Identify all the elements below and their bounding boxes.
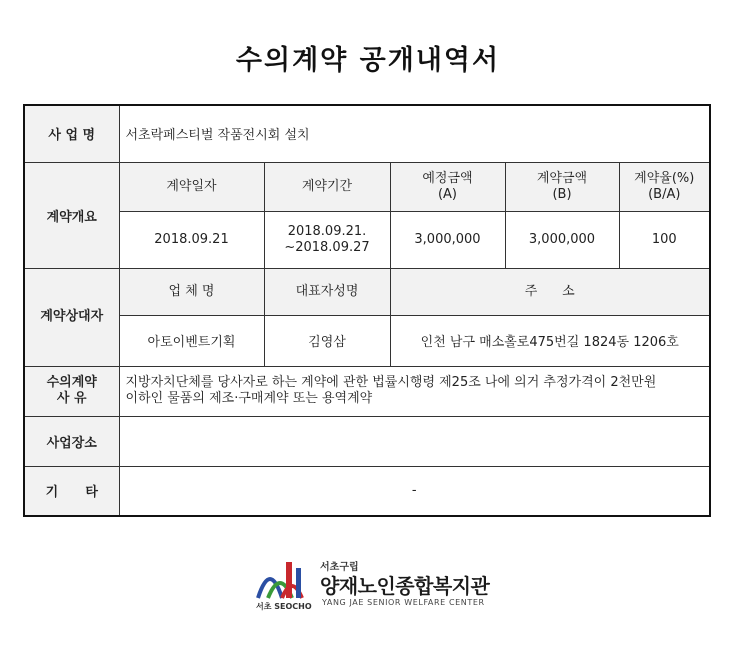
logo-name: 양재노인종합복지관 [320, 574, 490, 598]
header-address: 주 소 [390, 268, 710, 315]
logo-small-text: 서초구립 [320, 562, 359, 573]
organization-logo [252, 554, 492, 614]
value-estimated-amount: 3,000,000 [390, 211, 505, 268]
row-counterparty-header [24, 268, 710, 315]
row-location [24, 416, 710, 466]
row-contract-overview-values [24, 211, 710, 268]
row-reason [24, 366, 710, 416]
row-other [24, 466, 710, 516]
header-contract-amount: 계약금액 (B) [505, 162, 619, 211]
logo-english-name: YANG JAE SENIOR WELFARE CENTER [322, 598, 485, 607]
header-contract-period: 계약기간 [264, 162, 390, 211]
value-representative: 김영삼 [264, 315, 390, 366]
other-value: - [119, 466, 710, 516]
row-counterparty-values [24, 315, 710, 366]
contract-overview-label: 계약개요 [24, 162, 119, 268]
header-representative: 대표자성명 [264, 268, 390, 315]
reason-label: 수의계약 사 유 [24, 366, 119, 416]
header-contract-rate: 계약율(%) (B/A) [619, 162, 710, 211]
value-address: 인천 남구 매소홀로475번길 1824동 1206호 [390, 315, 710, 366]
location-label: 사업장소 [24, 416, 119, 466]
counterparty-label: 계약상대자 [24, 268, 119, 366]
business-name-label: 사 업 명 [24, 105, 119, 162]
header-company-name: 업 체 명 [119, 268, 264, 315]
row-business-name [24, 105, 710, 162]
header-estimated-amount: 예정금액 (A) [390, 162, 505, 211]
value-contract-amount: 3,000,000 [505, 211, 619, 268]
row-contract-overview-header [24, 162, 710, 211]
other-label: 기 타 [24, 466, 119, 516]
logo-seocho-text: 서초 SEOCHO [256, 602, 312, 611]
document-title: 수의계약 공개내역서 [235, 45, 501, 76]
contract-table [23, 104, 711, 517]
value-company-name: 아토이벤트기획 [119, 315, 264, 366]
value-contract-period: 2018.09.21. ~2018.09.27 [264, 211, 390, 268]
header-contract-date: 계약일자 [119, 162, 264, 211]
value-contract-rate: 100 [619, 211, 710, 268]
business-name-value: 서초락페스티벌 작품전시회 설치 [119, 105, 710, 162]
location-value [119, 416, 710, 466]
value-contract-date: 2018.09.21 [119, 211, 264, 268]
reason-value: 지방자치단체를 당사자로 하는 계약에 관한 법률시행령 제25조 나에 의거 추정가격이 2천만원 이하인 물품의 제조·구매계약 또는 용역계약 [119, 366, 710, 416]
